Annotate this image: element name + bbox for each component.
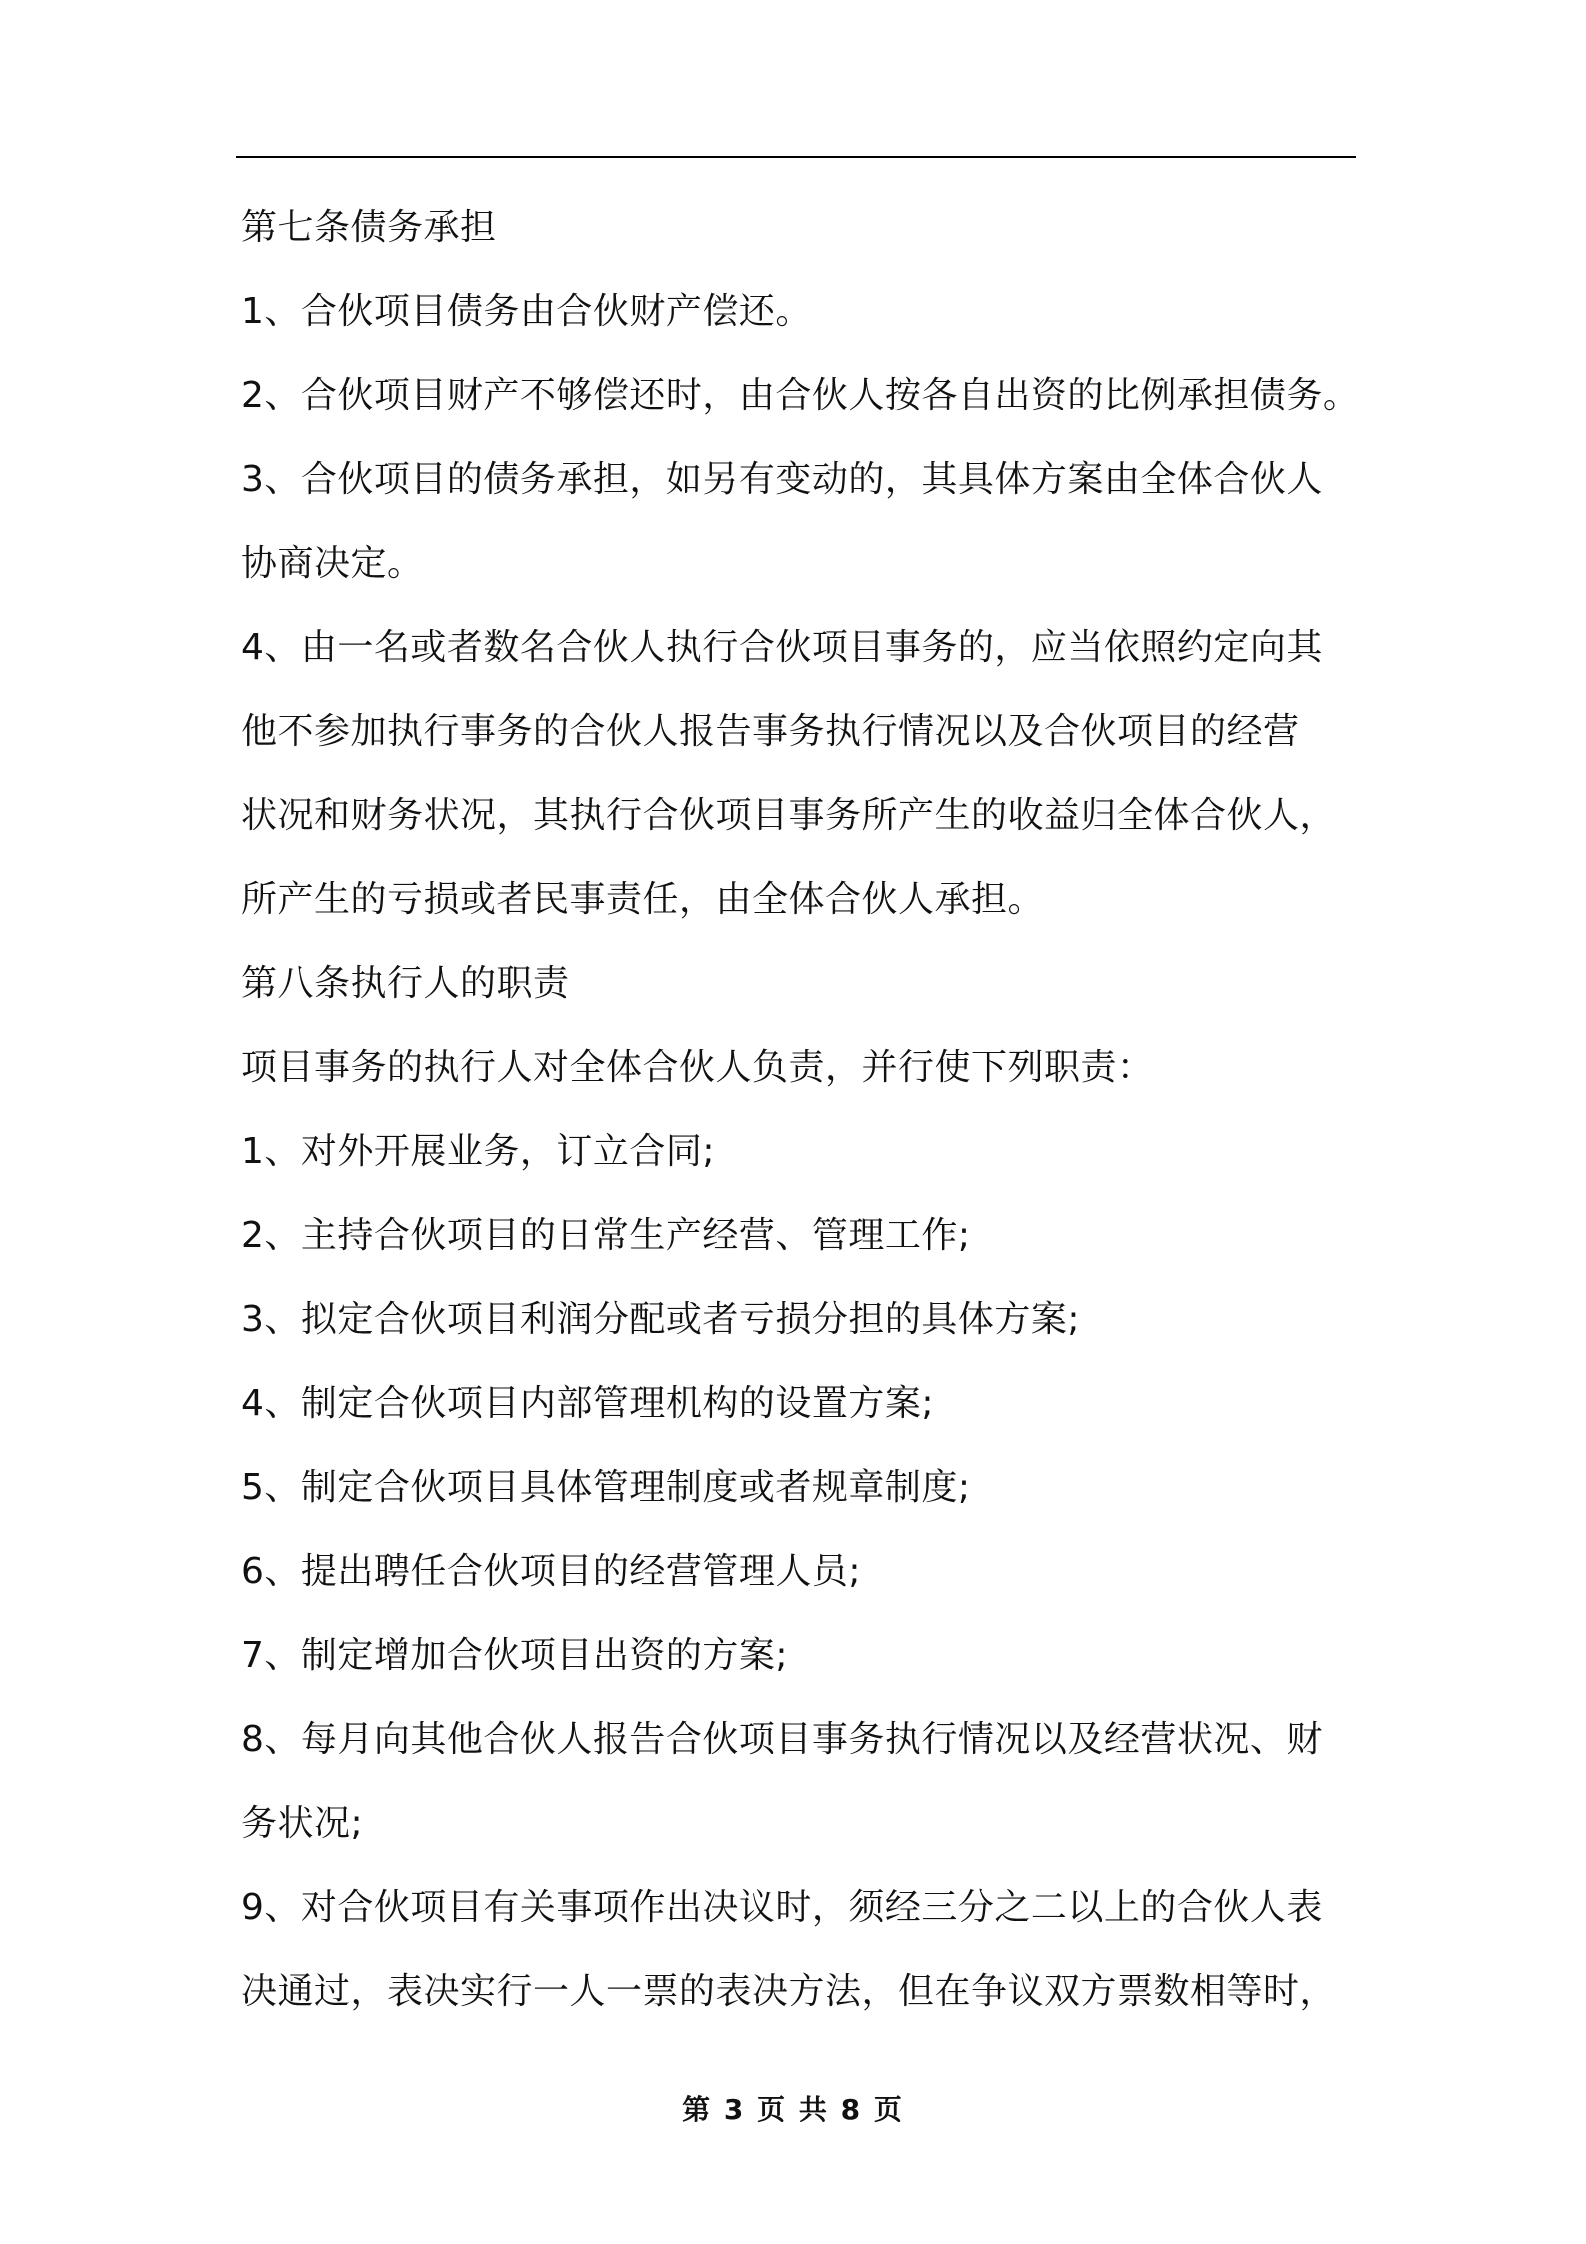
list-item: 4、制定合伙项目内部管理机构的设置方案; xyxy=(241,1383,935,1424)
paragraph-line: 1、合伙项目债务由合伙财产偿还。 xyxy=(241,291,812,332)
paragraph-line: 2、合伙项目财产不够偿还时，由合伙人按各自出资的比例承担债务。 xyxy=(241,375,1360,416)
page-number-footer: 第 3 页 共 8 页 xyxy=(682,2093,904,2126)
paragraph-line: 他不参加执行事务的合伙人报告事务执行情况以及合伙项目的经营 xyxy=(241,711,1300,752)
list-item: 9、对合伙项目有关事项作出决议时，须经三分之二以上的合伙人表 xyxy=(241,1887,1323,1928)
paragraph-line: 3、合伙项目的债务承担，如另有变动的，其具体方案由全体合伙人 xyxy=(241,459,1323,500)
section-heading-article-7: 第七条债务承担 xyxy=(241,207,497,248)
list-item: 6、提出聘任合伙项目的经营管理人员; xyxy=(241,1551,862,1592)
section-heading-article-8: 第八条执行人的职责 xyxy=(241,963,570,1004)
list-item: 1、对外开展业务，订立合同; xyxy=(241,1131,716,1172)
list-item: 3、拟定合伙项目利润分配或者亏损分担的具体方案; xyxy=(241,1299,1081,1340)
list-item: 5、制定合伙项目具体管理制度或者规章制度; xyxy=(241,1467,971,1508)
list-item: 务状况; xyxy=(241,1803,364,1844)
paragraph-line: 协商决定。 xyxy=(241,543,424,584)
document-body xyxy=(241,186,1361,2034)
list-item: 7、制定增加合伙项目出资的方案; xyxy=(241,1635,789,1676)
list-item: 2、主持合伙项目的日常生产经营、管理工作; xyxy=(241,1215,971,1256)
paragraph-line: 状况和财务状况，其执行合伙项目事务所产生的收益归全体合伙人， xyxy=(241,795,1337,836)
paragraph-line: 项目事务的执行人对全体合伙人负责，并行使下列职责： xyxy=(241,1047,1154,1088)
paragraph-line: 4、由一名或者数名合伙人执行合伙项目事务的，应当依照约定向其 xyxy=(241,627,1323,668)
list-item: 决通过，表决实行一人一票的表决方法，但在争议双方票数相等时， xyxy=(241,1971,1337,2012)
list-item: 8、每月向其他合伙人报告合伙项目事务执行情况以及经营状况、财 xyxy=(241,1719,1323,1760)
paragraph-line: 所产生的亏损或者民事责任，由全体合伙人承担。 xyxy=(241,879,1045,920)
header-rule xyxy=(236,156,1356,158)
